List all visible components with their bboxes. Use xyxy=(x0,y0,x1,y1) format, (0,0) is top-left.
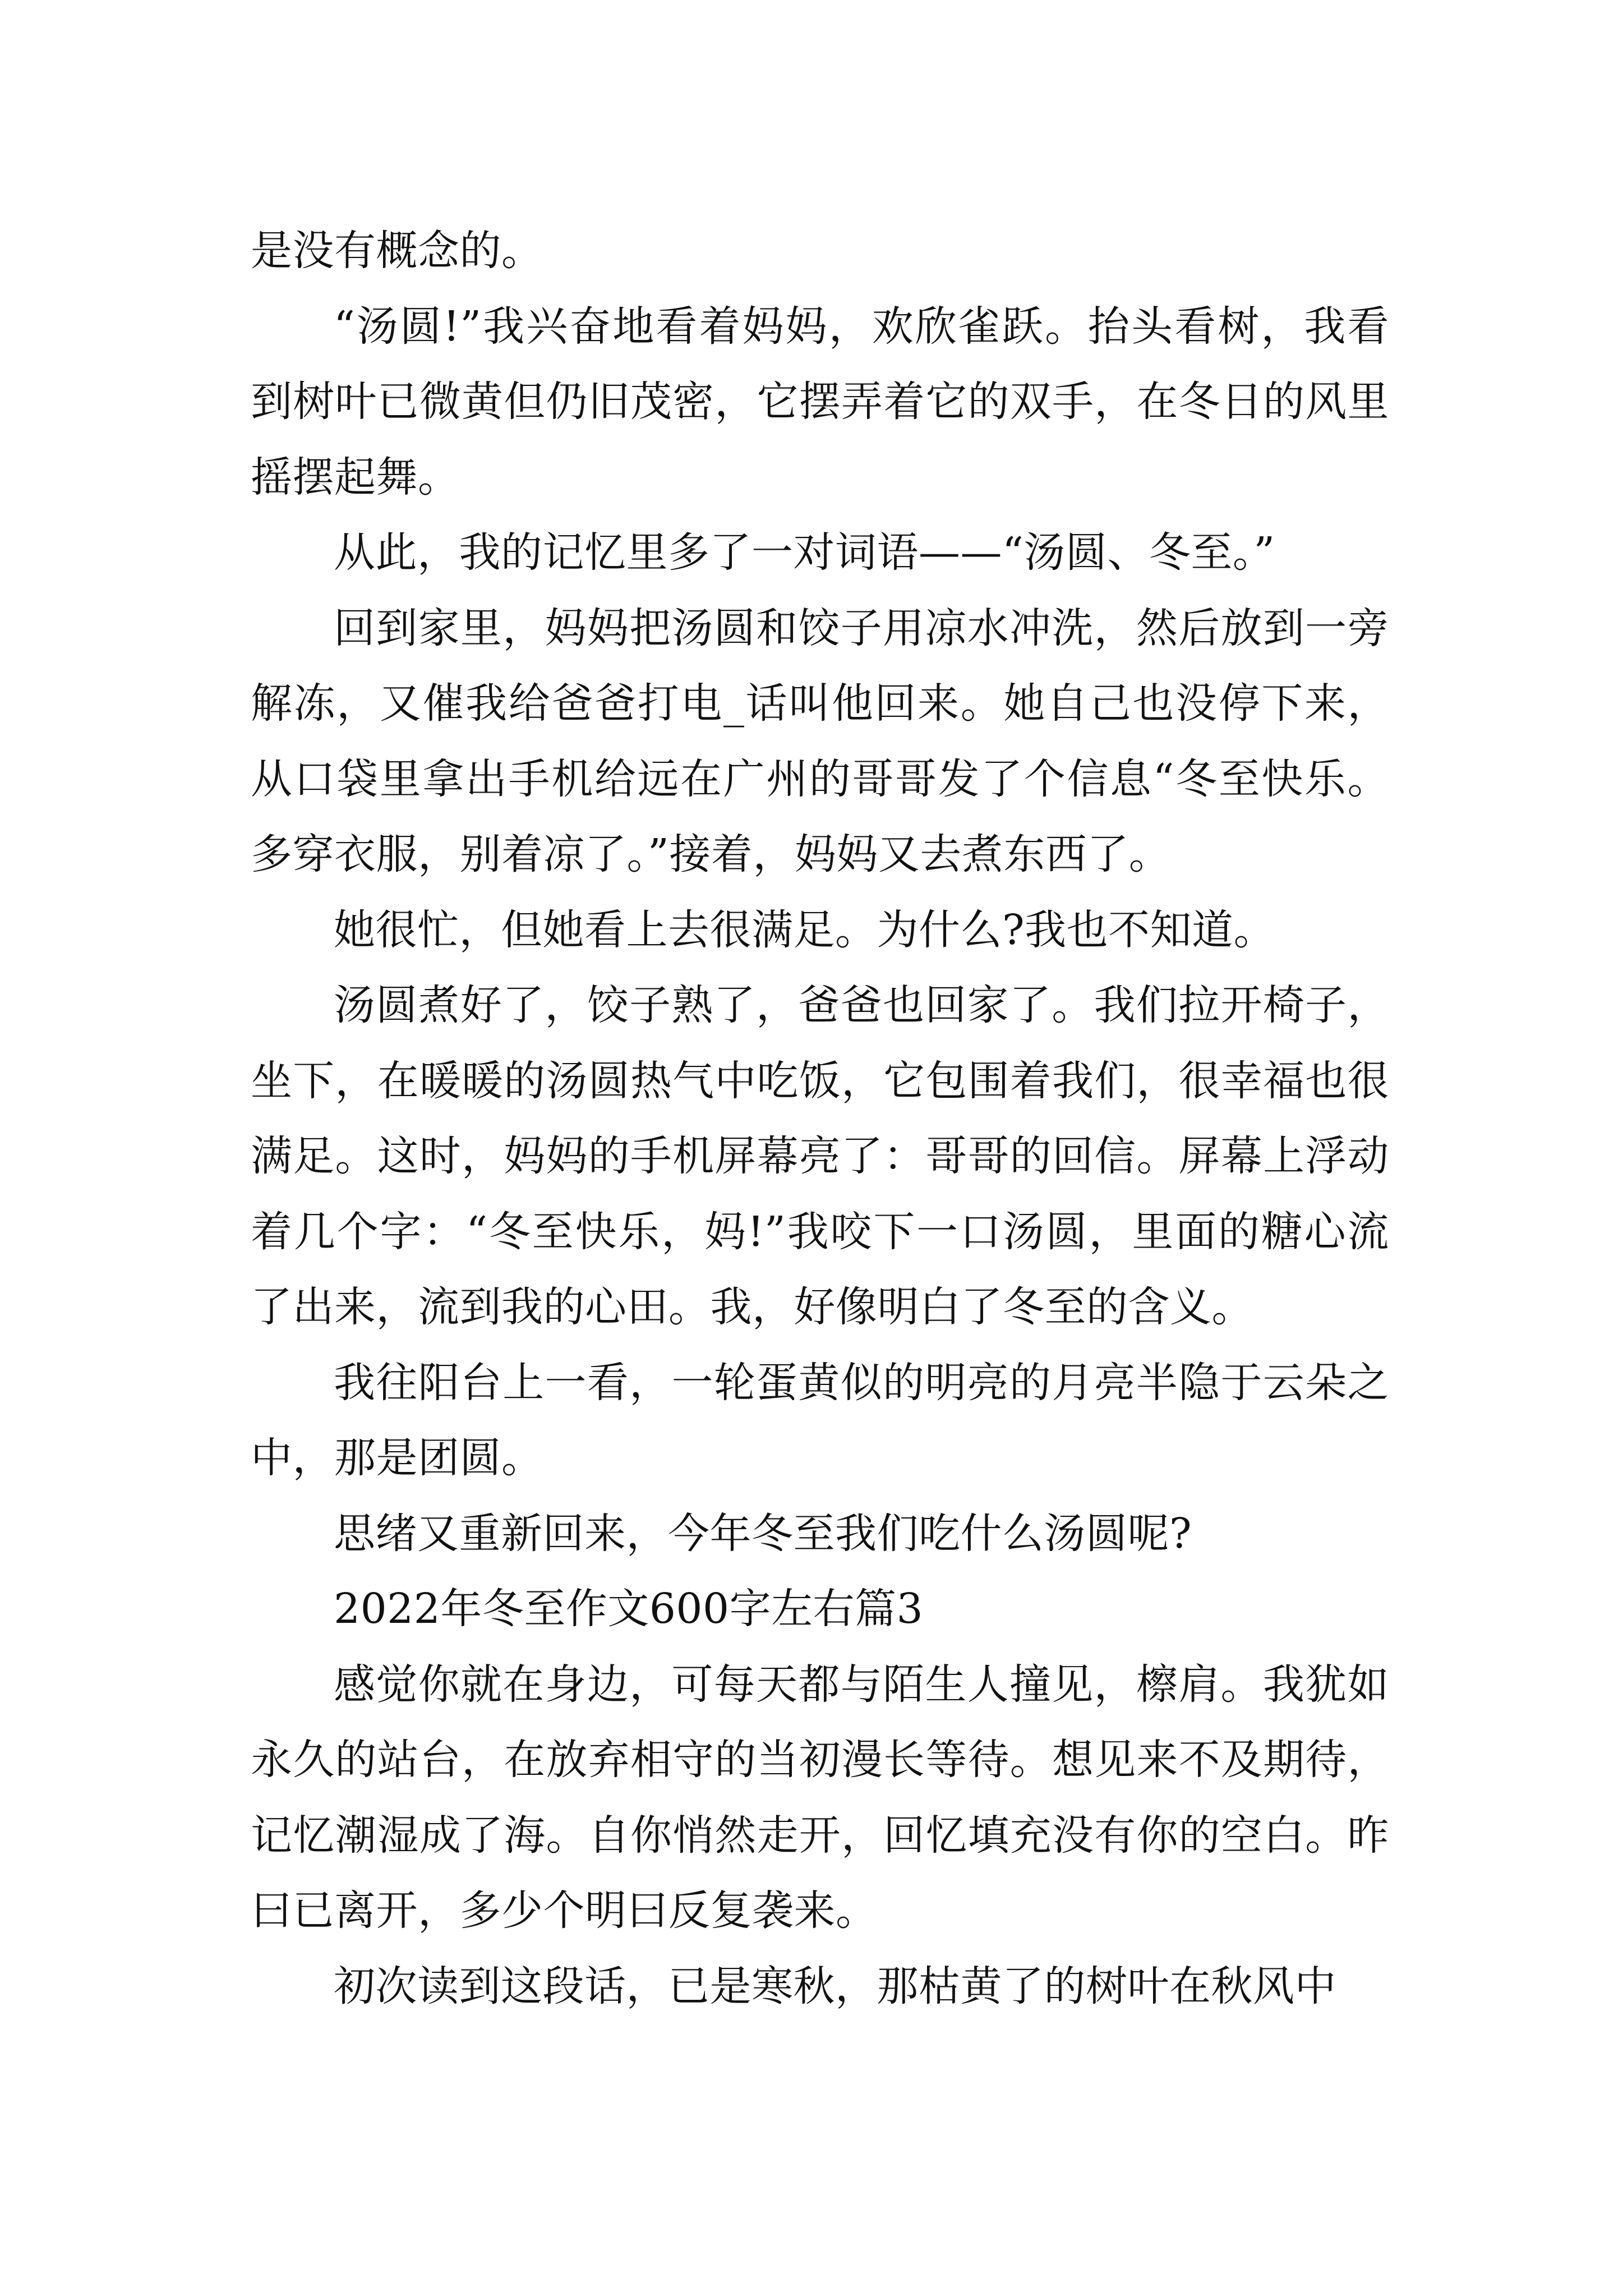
paragraph-tangyuan-exclaim: “汤圆!”我兴奋地看着妈妈，欢欣雀跃。抬头看树，我看到树叶已微黄但仍旧茂密，它摆弄着它的双手，在冬日的风里摇摆起舞。 xyxy=(251,302,1389,501)
paragraph-mother-busy: 她很忙，但她看上去很满足。为什么?我也不知道。 xyxy=(334,905,1276,954)
document-body xyxy=(251,213,1389,2024)
section-heading: 2022年冬至作文600字左右篇3 xyxy=(334,1585,924,1633)
paragraph-family-dinner: 汤圆煮好了，饺子熟了，爸爸也回家了。我们拉开椅子，坐下，在暖暖的汤圆热气中吃饭，它包围着我们，很幸福也很满足。这时，妈妈的手机屏幕亮了：哥哥的回信。屏幕上浮动着几个字：“冬至快乐，妈!”我咬下一口汤圆，里面的糖心流了出来，流到我的心田。我，好像明白了冬至的含义。 xyxy=(251,981,1389,1331)
paragraph-moon: 我往阳台上一看，一轮蛋黄似的明亮的月亮半隐于云朵之中，那是团圆。 xyxy=(251,1358,1389,1482)
paragraph-back-home: 回到家里，妈妈把汤圆和饺子用凉水冲洗，然后放到一旁解冻，又催我给爸爸打电_话叫他回来。她自己也没停下来，从口袋里拿出手机给远在广州的哥哥发了个信息“冬至快乐。多穿衣服，别着凉了。”接着，妈妈又去煮东西了。 xyxy=(251,604,1389,878)
paragraph-memory-words: 从此，我的记忆里多了一对词语——“汤圆、冬至。” xyxy=(334,528,1275,577)
paragraph-thoughts-return: 思绪又重新回来，今年冬至我们吃什么汤圆呢? xyxy=(334,1509,1192,1558)
paragraph-continuation: 是没有概念的。 xyxy=(251,227,543,275)
paragraph-first-read: 初次读到这段话，已是寒秋，那枯黄了的树叶在秋风中 xyxy=(334,1962,1336,2010)
paragraph-feel-near: 感觉你就在身边，可每天都与陌生人撞见，檫肩。我犹如永久的站台，在放弃相守的当初漫长等待。想见来不及期待，记忆潮湿成了海。自你悄然走开，回忆填充没有你的空白。昨曰已离开，多少个明曰反复袭来。 xyxy=(251,1660,1389,1935)
